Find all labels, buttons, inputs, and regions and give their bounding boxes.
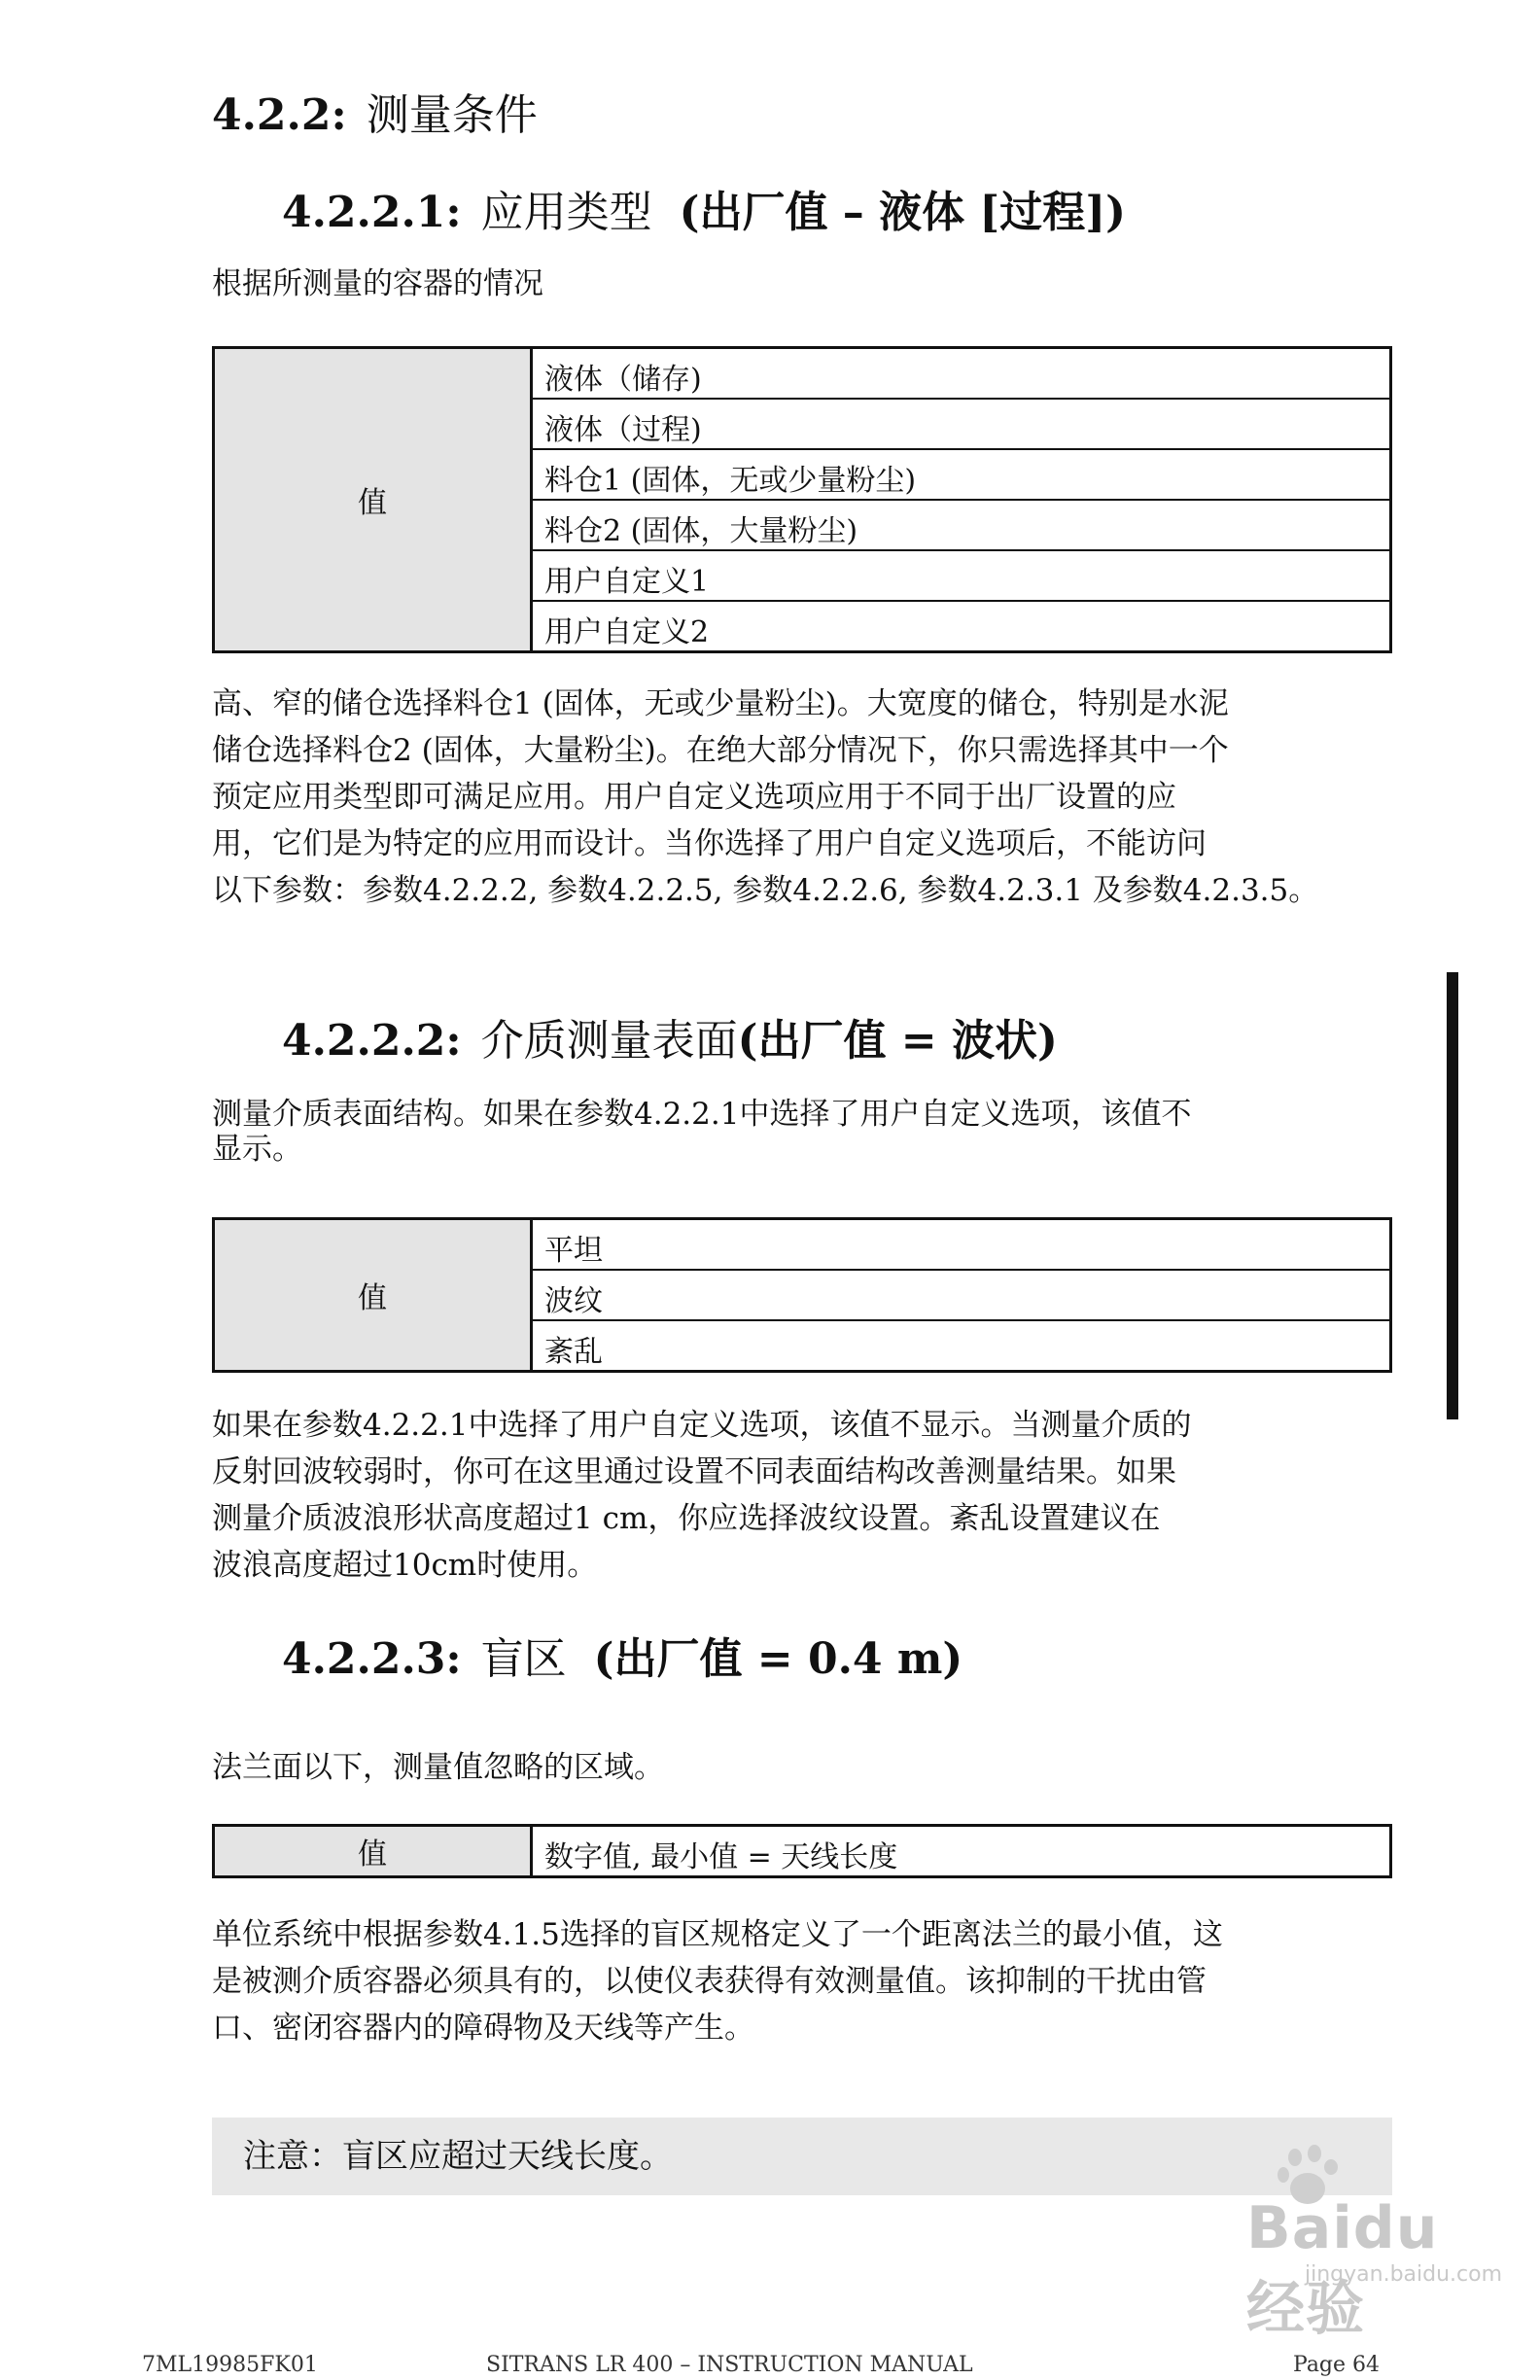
watermark-url: jingyan.baidu.com xyxy=(1305,2262,1503,2287)
text-line: 测量介质表面结构。如果在参数4.2.2.1中选择了用户自定义选项，该值不 xyxy=(212,1097,1192,1132)
text-line: 测量介质波浪形状高度超过1 cm，你应选择波纹设置。紊乱设置建议在 xyxy=(212,1501,1161,1536)
note-box: 注意：盲区应超过天线长度。 xyxy=(212,2118,1392,2195)
text-line: 以下参数：参数4.2.2.2, 参数4.2.2.5, 参数4.2.2.6, 参数4.2.3.1 及参数4.2.3.5。 xyxy=(212,873,1319,908)
option-cell: 料仓1 (固体，无或少量粉尘) xyxy=(532,449,1391,500)
subsection-number: 4.2.2.3: xyxy=(282,1634,462,1684)
value-label: 值 xyxy=(214,1826,532,1877)
subsection-default: (出厂值 = 0.4 m) xyxy=(593,1634,963,1684)
surface-table xyxy=(212,1217,1392,1373)
footer-right: Page 64 xyxy=(1293,2353,1381,2377)
text-line: 是被测介质容器必须具有的，以使仪表获得有效测量值。该抑制的干扰由管 xyxy=(212,1964,1207,1999)
section-number: 4.2.2: xyxy=(212,90,347,140)
option-cell: 波纹 xyxy=(532,1270,1391,1320)
text-line: 如果在参数4.2.2.1中选择了用户自定义选项，该值不显示。当测量介质的 xyxy=(212,1408,1192,1443)
text-line: 储仓选择料仓2 (固体，大量粉尘)。在绝大部分情况下，你只需选择其中一个 xyxy=(212,733,1229,768)
subsection-title: 介质测量表面 xyxy=(480,1016,738,1066)
footer-center: SITRANS LR 400 – INSTRUCTION MANUAL xyxy=(486,2353,973,2377)
value-label: 值 xyxy=(214,1219,532,1372)
option-cell: 液体（储存) xyxy=(532,348,1391,400)
option-cell: 数字值, 最小值 = 天线长度 xyxy=(532,1826,1391,1877)
option-cell: 紊乱 xyxy=(532,1320,1391,1372)
subsection-number: 4.2.2.1: xyxy=(282,188,462,237)
subsection-title: 应用类型 xyxy=(480,188,652,237)
watermark-brand: Baidu经验 xyxy=(1246,2194,1439,2343)
text-line: 单位系统中根据参数4.1.5选择的盲区规格定义了一个距离法兰的最小值，这 xyxy=(212,1917,1223,1952)
text-line: 显示。 xyxy=(212,1132,302,1167)
change-bar xyxy=(1447,972,1458,1419)
application-type-description xyxy=(212,681,1398,914)
section-title: 测量条件 xyxy=(366,90,538,140)
value-label: 值 xyxy=(214,348,532,652)
text-line: 口、密闭容器内的障碍物及天线等产生。 xyxy=(212,2011,754,2046)
text-line: 波浪高度超过10cm时使用。 xyxy=(212,1548,598,1583)
subsection-number: 4.2.2.2: xyxy=(282,1016,462,1066)
subsection-heading-blanking xyxy=(282,1624,982,1686)
text-line: 预定应用类型即可满足应用。用户自定义选项应用于不同于出厂设置的应 xyxy=(212,780,1176,815)
intro-text: 根据所测量的容器的情况 xyxy=(212,266,543,301)
blanking-intro: 法兰面以下，测量值忽略的区域。 xyxy=(212,1750,664,1785)
section-heading xyxy=(212,80,538,142)
subsection-heading-application-type xyxy=(282,177,1145,239)
option-cell: 液体（过程) xyxy=(532,399,1391,449)
surface-description xyxy=(212,1402,1398,1589)
surface-intro xyxy=(212,1097,1398,1167)
subsection-default: (出厂值 – 液体 [过程]) xyxy=(679,188,1126,237)
subsection-heading-surface xyxy=(282,1005,1077,1068)
subsection-title: 盲区 xyxy=(480,1634,567,1684)
blanking-table xyxy=(212,1824,1392,1878)
option-cell: 用户自定义1 xyxy=(532,550,1391,601)
option-cell: 平坦 xyxy=(532,1219,1391,1271)
option-cell: 用户自定义2 xyxy=(532,601,1391,652)
application-type-table xyxy=(212,346,1392,653)
subsection-default: (出厂值 = 波状) xyxy=(737,1016,1058,1066)
text-line: 高、窄的储仓选择料仓1 (固体，无或少量粉尘)。大宽度的储仓，特别是水泥 xyxy=(212,686,1229,721)
baidu-watermark xyxy=(1246,2144,1503,2343)
option-cell: 料仓2 (固体，大量粉尘) xyxy=(532,500,1391,550)
footer-left: 7ML19985FK01 xyxy=(142,2353,318,2377)
text-line: 用，它们是为特定的应用而设计。当你选择了用户自定义选项后，不能访问 xyxy=(212,826,1207,861)
text-line: 反射回波较弱时，你可在这里通过设置不同表面结构改善测量结果。如果 xyxy=(212,1454,1176,1489)
blanking-description xyxy=(212,1911,1398,2051)
